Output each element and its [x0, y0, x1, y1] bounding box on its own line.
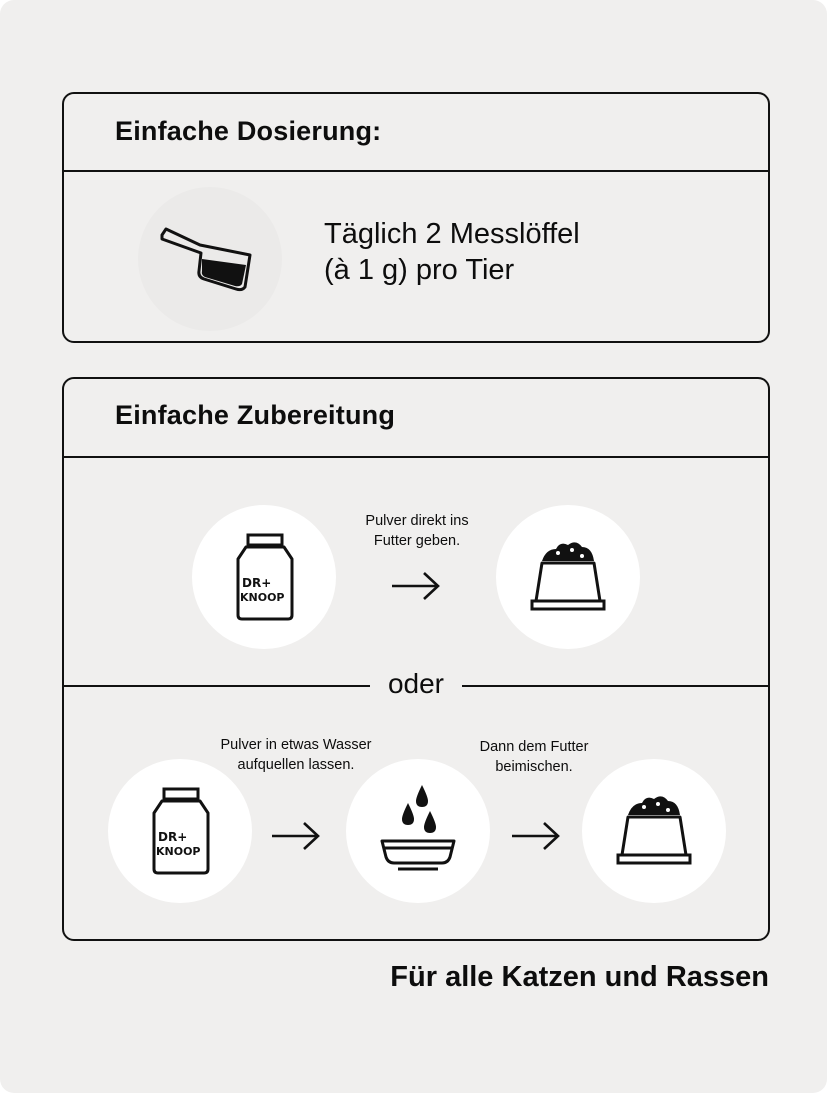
- caption-soak-line-2: aufquellen lassen.: [237, 757, 355, 773]
- dosing-card: [62, 92, 770, 343]
- caption-mix-line-1: Dann dem Futter: [479, 739, 589, 755]
- caption-direct: [346, 511, 488, 551]
- arrow-right-icon: [390, 569, 444, 603]
- caption-soak-line-1: Pulver in etwas Wasser: [220, 737, 372, 753]
- package-logo-line-2: KNOOP: [156, 845, 201, 858]
- package-logo-line-1: DR+: [242, 576, 272, 590]
- caption-mix-line-2: beimischen.: [495, 759, 573, 775]
- oder-separator: [64, 668, 768, 699]
- package-circle-2: [108, 759, 252, 903]
- food-bowl-circle-1: [496, 505, 640, 649]
- oder-label: oder: [370, 668, 462, 700]
- preparation-card: [62, 377, 770, 941]
- dosing-line-2: (à 1 g) pro Tier: [324, 254, 515, 286]
- footer-tagline: Für alle Katzen und Rassen: [390, 961, 769, 993]
- caption-direct-line-2: Futter geben.: [373, 533, 461, 549]
- water-bowl-icon: [346, 759, 490, 903]
- product-package-icon: [192, 505, 336, 649]
- dosing-title: Einfache Dosierung:: [115, 116, 382, 146]
- scoop-circle: [138, 187, 282, 331]
- product-package-icon: [108, 759, 252, 903]
- package-logo-line-1: DR+: [158, 830, 188, 844]
- package-logo-line-2: KNOOP: [240, 591, 285, 604]
- package-circle-1: [192, 505, 336, 649]
- dosing-divider: [64, 170, 768, 172]
- food-bowl-icon: [582, 759, 726, 903]
- preparation-title: Einfache Zubereitung: [115, 400, 396, 430]
- measuring-scoop-icon: [138, 187, 282, 331]
- preparation-divider: [64, 456, 768, 458]
- water-bowl-circle: [346, 759, 490, 903]
- dosing-instruction: [324, 216, 580, 288]
- dosing-line-1: Täglich 2 Messlöffel: [324, 218, 580, 250]
- arrow-right-icon: [270, 819, 324, 853]
- arrow-right-icon: [510, 819, 564, 853]
- food-bowl-circle-2: [582, 759, 726, 903]
- caption-direct-line-1: Pulver direkt ins: [365, 513, 469, 529]
- food-bowl-icon: [496, 505, 640, 649]
